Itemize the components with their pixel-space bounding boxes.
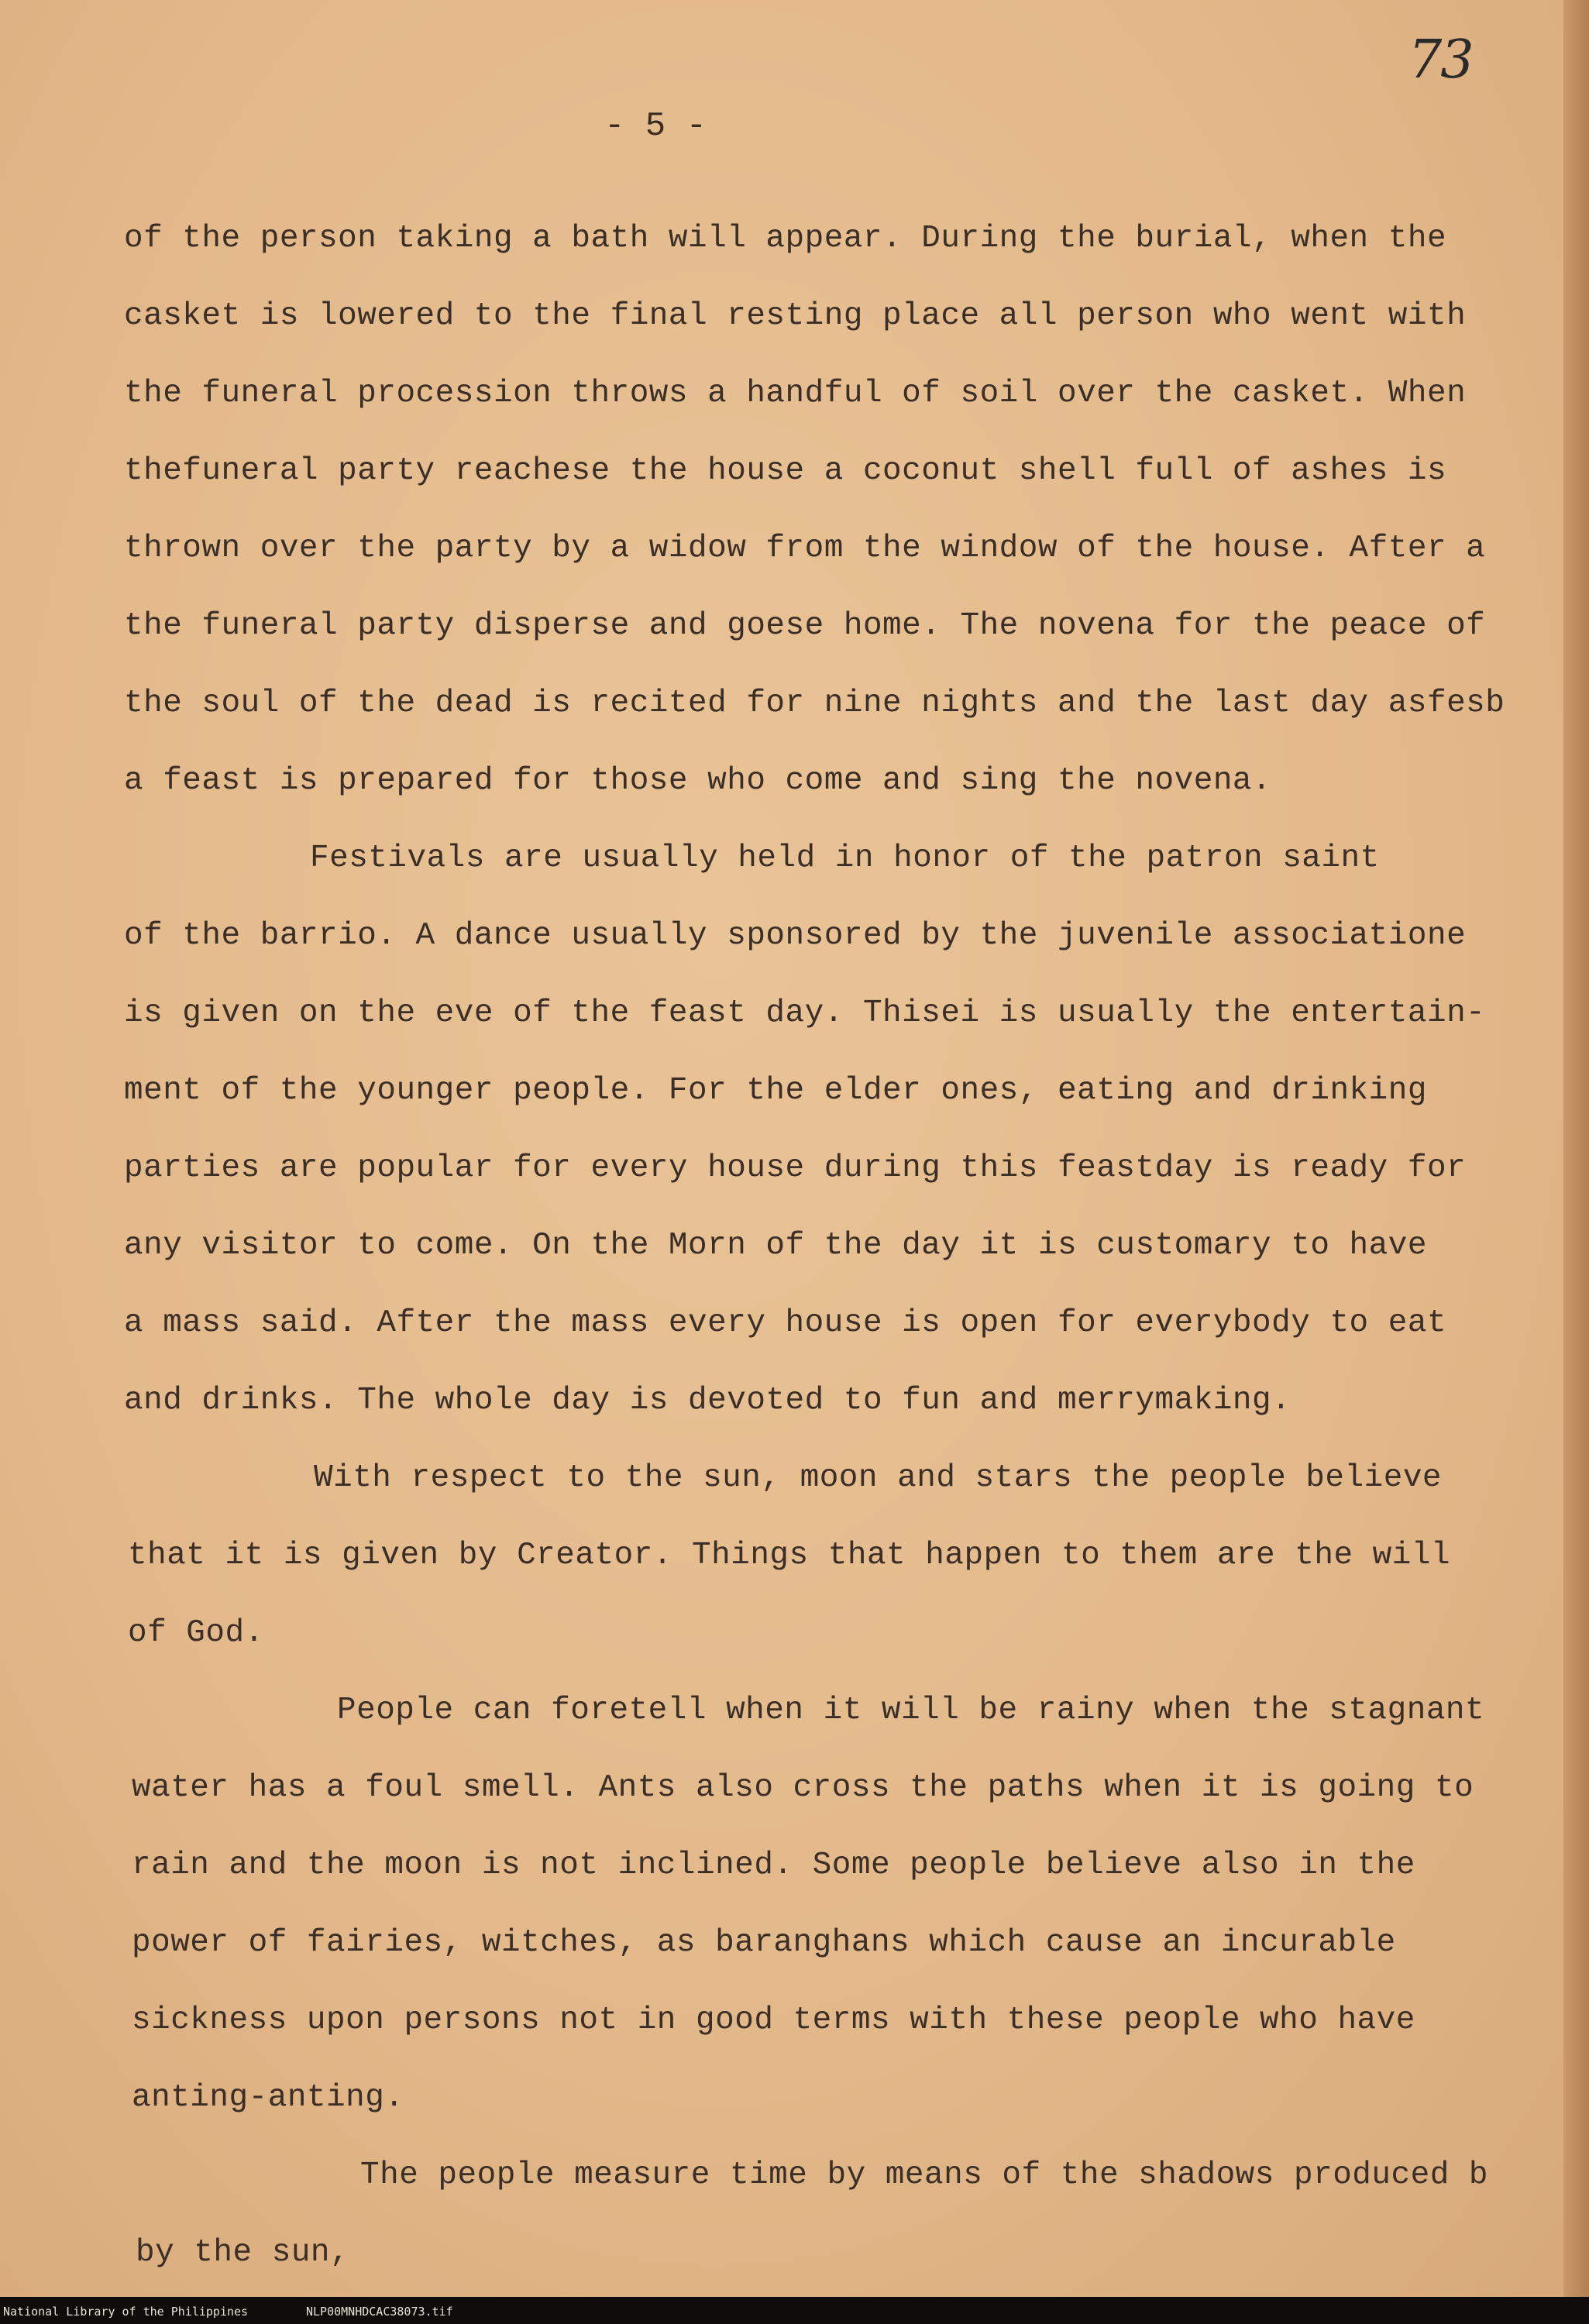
text-line: is given on the eve of the feast day. Thisei is usually the entertain- [124,995,1486,1031]
text-line: casket is lowered to the final resting place all person who went with [124,298,1467,334]
text-line: and drinks. The whole day is devoted to fun and merrymaking. [124,1383,1291,1418]
text-line: With respect to the sun, moon and stars the people believe [314,1460,1443,1496]
text-line: thrown over the party by a widow from the window of the house. After a [124,531,1486,566]
text-line: People can foretell when it will be rainy when the stagnant [337,1693,1485,1728]
footer-source: National Library of the Philippines [3,2305,249,2319]
text-line: that it is given by Creator. Things that happen to them are the will [128,1538,1451,1573]
text-line: anting-anting. [132,2080,404,2116]
footer-filename: NLP00MNHDCAC38073.tif [306,2305,453,2319]
text-line: a mass said. After the mass every house is open for everybody to eat [124,1305,1447,1341]
text-line: of the person taking a bath will appear. During the burial, when the [124,221,1447,256]
text-line: any visitor to come. On the Morn of the day it is customary to have [124,1228,1427,1263]
text-line: the soul of the dead is recited for nine nights and the last day asfesb [124,686,1505,721]
text-line: parties are popular for every house during this feastday is ready for [124,1150,1467,1186]
text-line: thefuneral party reachese the house a coconut shell full of ashes is [124,453,1447,489]
text-line: Festivals are usually held in honor of the patron saint [310,841,1380,876]
text-line: of the barrio. A dance usually sponsored by the juvenile associatione [124,918,1467,954]
handwritten-page-number: 73 [1408,29,1473,91]
text-line: the funeral procession throws a handful of soil over the casket. When [124,376,1467,411]
scan-footer [0,2297,1589,2324]
text-line: the funeral party disperse and goese home. The novena for the peace of [124,608,1486,644]
typed-page-number: - 5 - [604,107,707,146]
text-line: sickness upon persons not in good terms with these people who have [132,2003,1415,2038]
text-line: ment of the younger people. For the elder ones, eating and drinking [124,1073,1427,1109]
text-line: rain and the moon is not inclined. Some people believe also in the [132,1848,1415,1883]
text-line: by the sun, [136,2235,350,2271]
text-line: of God. [128,1615,264,1651]
text-line: The people measure time by means of the shadows produced b [360,2157,1489,2193]
text-line: a feast is prepared for those who come and sing the novena. [124,763,1272,799]
page-edge [1563,0,1589,2297]
text-line: power of fairies, witches, as baranghans which cause an incurable [132,1925,1396,1961]
text-line: water has a foul smell. Ants also cross the paths when it is going to [132,1770,1474,1806]
